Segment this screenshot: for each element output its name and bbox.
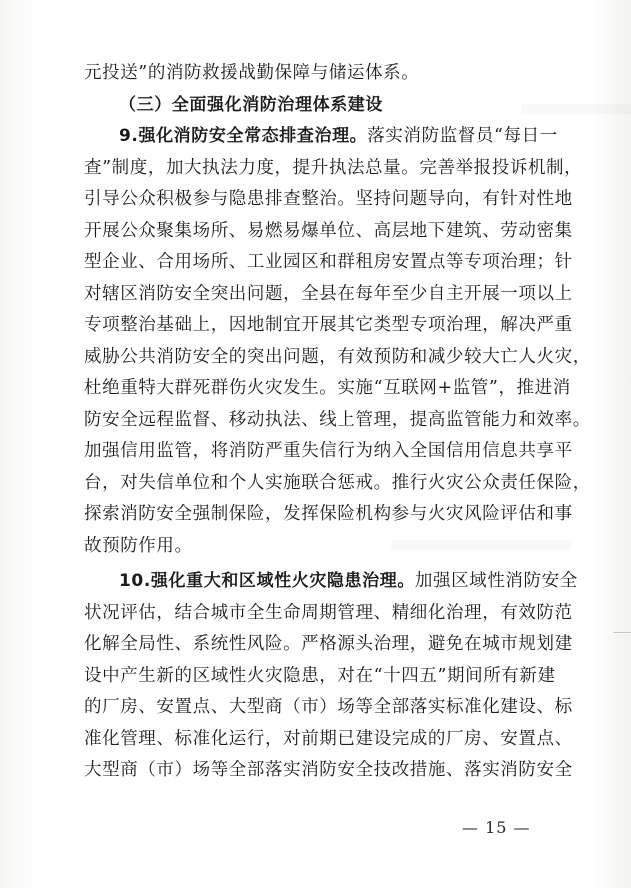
item9-line: 型企业、合用场所、工业园区和群租房安置点等专项治理；针 [84,252,573,272]
item10-first-line-rest: 加强区域性消防安全 [414,571,578,591]
item9-line: 杜绝重特大群死群伤火灾发生。实施“互联网+监管”，推进消 [84,378,571,398]
item9-first-line-rest: 落实消防监督员“每日一 [367,126,558,146]
section-heading: （三）全面强化消防治理体系建设 [119,94,383,115]
bleed-through-mark [391,540,571,550]
item9-first-line [84,121,558,153]
item10-title: 10.强化重大和区域性火灾隐患治理。 [119,571,415,591]
item9-line: 开展公众聚集场所、易燃易爆单位、高层地下建筑、劳动密集 [84,220,573,241]
item9-line: 查”制度，加大执法力度，提升执法总量。完善举报投诉机制， [84,157,583,178]
item9-line: 对辖区消防安全突出问题，全县在每年至少自主开展一项以上 [84,283,573,304]
item9-line: 防安全远程监督、移动执法、线上管理，提高监管能力和效率。 [84,409,591,430]
item9-line: 故预防作用。 [84,535,193,556]
item10-line: 状况评估，结合城市全生命周期管理、精细化治理，有效防范 [84,602,573,623]
item10-line: 设中产生新的区域性火灾隐患，对在“十四五”期间所有新建 [84,665,556,686]
margin-rule [613,632,631,633]
document-body [84,58,591,787]
item10-line: 化解全局性、系统性风险。严格源头治理，避免在城市规划建 [84,634,573,654]
item9-line: 专项整治基础上，因地制宜开展其它类型专项治理，解决严重 [84,315,573,335]
item10-line: 大型商（市）场等全部落实消防安全技改措施、落实消防安全 [84,760,573,780]
item10-first-line [84,566,578,598]
bleed-through-mark [521,104,631,114]
item9-line: 加强信用监管，将消防严重失信行为纳入全国信用信息共享平 [84,441,573,461]
item9-line: 威胁公共消防安全的突出问题，有效预防和减少较大亡人火灾， [84,346,591,367]
item9-line: 台，对失信单位和个人实施联合惩戒。推行火灾公众责任保险， [84,472,591,493]
item10-line: 的厂房、安置点、大型商（市）场等全部落实标准化建设、标 [84,697,573,717]
page-number: — 15 — [462,818,531,837]
item9-line: 引导公众积极参与隐患排查整治。坚持问题导向，有针对性地 [84,189,573,209]
item9-line: 探索消防安全强制保险，发挥保险机构参与火灾风险评估和事 [84,504,573,524]
item10-line: 准化管理、标准化运行，对前期已建设完成的厂房、安置点、 [84,728,573,749]
item9-title: 9.强化消防安全常态排查治理。 [119,126,368,146]
continuation-line: 元投送”的消防救援战勤保障与储运体系。 [84,63,420,83]
